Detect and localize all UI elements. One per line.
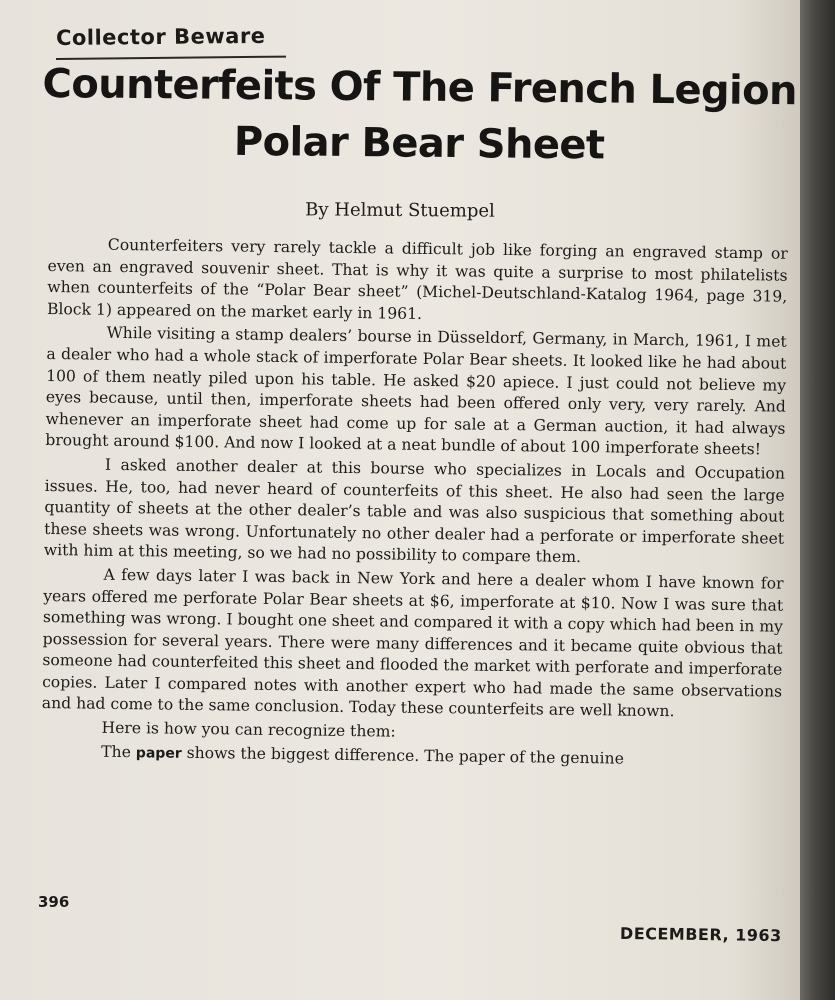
book-spine-shadow	[800, 0, 835, 1000]
article-title: Counterfeits Of The French Legion Polar Bear Sheet	[42, 61, 798, 169]
article-byline: By Helmut Stuempel	[305, 199, 495, 222]
paragraph: While visiting a stamp dealers’ bourse in Düsseldorf, Germany, in March, 1961, I met a dealer who had a whole stack of imperforate Polar Bear sheets. It looked like he had about 100 of them neatly piled upon his table. He asked $20 apiece. I just could not believe my eyes because, until then, imperforate sheets had been offered only very, very rarely. And whenever an imperforate sheet had come up for sale at a German auction, it had always brought around $100. And now I looked at a neat bundle of about 100 imperforate sheets!	[45, 324, 787, 459]
section-kicker: Collector Beware	[55, 23, 266, 50]
paragraph: I asked another dealer at this bourse who specializes in Locals and Occupation issues. He, too, had never heard of counterfeits of this sheet. He also had seen the large quantity of sheets at the other dealer’s table and was also suspicious that something about these sheets was wrong. Unfortunately no other dealer had a perforate or imperforate sheet with him at this meeting, so we had no possibility to compare them.	[43, 455, 786, 567]
paragraph-lead: The	[101, 742, 136, 761]
paragraph: A few days later I was back in New York and here a dealer whom I have known for years offered me perforate Polar Bear sheets at $6, imperforate at $10. Now I was sure that something was wrong. I bought one sheet and compared it with a copy which had been in my possession for several years. There were many differences and it became quite obvious that someone had counterfeited this sheet and flooded the market with perforate and imperforate copies. Later I compared notes with another expert who had made the same observations and had come to the same conclusion. Today these counterfeits are well known.	[41, 565, 784, 721]
page-number: 396	[38, 893, 70, 911]
issue-date: DECEMBER, 1963	[619, 923, 782, 946]
paragraph-rest: shows the biggest difference. The paper of the genuine	[181, 743, 624, 768]
paragraph: Counterfeiters very rarely tackle a difficult job like forging an engraved stamp or even an engraved souvenir sheet. That is why it was quite a surprise to most philatelists when counterfeits of the “Polar Bear sheet” (Michel-Deutschland-Katalog 1964, page 319, Block 1) appeared on the market early in 1961.	[46, 235, 788, 323]
article-body	[41, 234, 788, 775]
paragraph: Here is how you can recognize them:	[101, 718, 396, 741]
bold-term: paper	[135, 744, 182, 762]
